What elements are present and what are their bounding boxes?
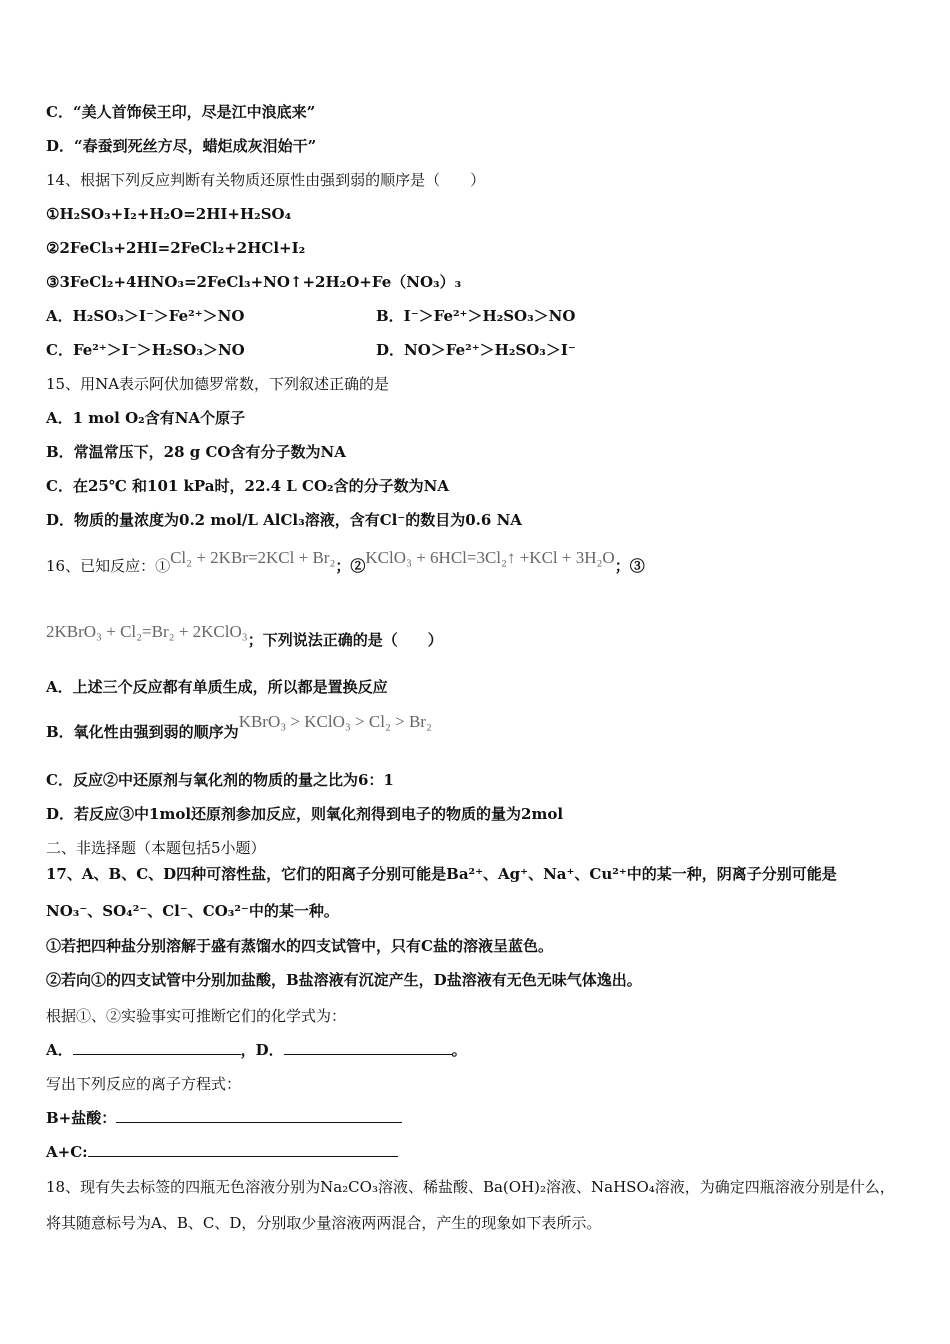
q17-fill-d-label: ，D． (240, 1041, 284, 1059)
q14-stem: 14、根据下列反应判断有关物质还原性由强到弱的顺序是（ ） (46, 171, 486, 189)
q16-option-a: A．上述三个反应都有单质生成，所以都是置换反应 (46, 678, 388, 696)
q17-condition-2: ②若向①的四支试管中分别加盐酸，B盐溶液有沉淀产生，D盐溶液有无色无味气体逸出。 (46, 971, 642, 989)
q14-option-c: C．Fe²⁺＞I⁻＞H₂SO₃＞NO (46, 341, 245, 359)
q14-option-b: B．I⁻＞Fe²⁺＞H₂SO₃＞NO (376, 307, 576, 325)
q16-option-b-equation: KBrO₃ > KClO₃ > Cl₂ > Br₂ (238, 712, 432, 731)
q16-sep-2: ；③ (614, 557, 645, 575)
q17-a-c-blank[interactable] (88, 1142, 398, 1157)
q16-stem-line2 (46, 622, 443, 650)
q14-reaction-2: ②2FeCl₃+2HI=2FeCl₂+2HCl+I₂ (46, 239, 306, 257)
q17-condition-1: ①若把四种盐分别溶解于盛有蒸馏水的四支试管中，只有C盐的溶液呈蓝色。 (46, 937, 553, 955)
q13-option-c: C．“美人首饰侯王印，尽是江中浪底来” (46, 103, 316, 121)
q16-sep-1: ；② (335, 557, 366, 575)
q16-equation-3: 2KBrO₃ + Cl₂=Br₂ + 2KClO₃ (46, 622, 248, 641)
q17-infer: 根据①、②实验事实可推断它们的化学式为： (46, 1007, 347, 1025)
q16-option-c: C．反应②中还原剂与氧化剂的物质的量之比为6：1 (46, 771, 394, 789)
q17-fill-a-label: A． (46, 1041, 73, 1059)
q17-answer-d-blank[interactable] (284, 1040, 452, 1055)
q14-option-d: D．NO＞Fe²⁺＞H₂SO₃＞I⁻ (376, 341, 576, 359)
q13-option-d: D．“春蚕到死丝方尽，蜡炬成灰泪始干” (46, 137, 317, 155)
q15-stem: 15、用NA表示阿伏加德罗常数，下列叙述正确的是 (46, 375, 390, 393)
q17-a-c-label: A+C: (46, 1143, 88, 1161)
q17-answer-a-blank[interactable] (73, 1040, 241, 1055)
q18-line2: 将其随意标号为A、B、C、D，分别取少量溶液两两混合，产生的现象如下表所示。 (46, 1214, 602, 1232)
q16-equation-2: KClO₃ + 6HCl=3Cl₂↑ +KCl + 3H₂O (365, 548, 615, 567)
q17-a-c-line (46, 1142, 398, 1162)
q15-option-a: A．1 mol O₂含有NA个原子 (46, 409, 246, 427)
q17-fill-line (46, 1040, 467, 1060)
q17-fill-end: 。 (451, 1041, 467, 1059)
q15-option-b: B．常温常压下，28 g CO含有分子数为NA (46, 443, 346, 461)
q17-stem-line1: 17、A、B、C、D四种可溶性盐，它们的阳离子分别可能是Ba²⁺、Ag⁺、Na⁺、Cu²⁺中的某一种，阴离子分别可能是 (46, 865, 837, 883)
q14-reaction-1: ①H₂SO₃+I₂+H₂O=2HI+H₂SO₄ (46, 205, 292, 223)
q16-option-b (46, 712, 432, 742)
q18-line1: 18、现有失去标签的四瓶无色溶液分别为Na₂CO₃溶液、稀盐酸、Ba(OH)₂溶液、NaHSO₄溶液，为确定四瓶溶液分别是什么， (46, 1178, 895, 1196)
q14-option-a: A．H₂SO₃＞I⁻＞Fe²⁺＞NO (46, 307, 245, 325)
q16-stem-line1 (46, 548, 645, 576)
q16-equation-1: Cl₂ + 2KBr=2KCl + Br₂ (170, 548, 336, 567)
q17-write-equations: 写出下列反应的离子方程式： (46, 1075, 242, 1093)
q14-reaction-3: ③3FeCl₂+4HNO₃=2FeCl₃+NO↑+2H₂O+Fe（NO₃）₃ (46, 273, 462, 291)
q16-stem-end: ；下列说法正确的是（ ） (247, 631, 443, 649)
q17-b-hcl-blank[interactable] (116, 1108, 402, 1123)
q15-option-d: D．物质的量浓度为0.2 mol/L AlCl₃溶液，含有Cl⁻的数目为0.6 NA (46, 511, 522, 529)
q17-stem-line2: NO₃⁻、SO₄²⁻、Cl⁻、CO₃²⁻中的某一种。 (46, 902, 339, 920)
section-2-heading: 二、非选择题（本题包括5小题） (46, 839, 266, 857)
q17-b-hcl-line (46, 1108, 402, 1128)
q16-prefix: 16、已知反应：① (46, 557, 171, 575)
q16-option-b-text: B．氧化性由强到弱的顺序为 (46, 723, 239, 741)
q15-option-c: C．在25℃ 和101 kPa时，22.4 L CO₂含的分子数为NA (46, 477, 449, 495)
q17-b-hcl-label: B+盐酸： (46, 1109, 117, 1127)
q16-option-d: D．若反应③中1mol还原剂参加反应，则氧化剂得到电子的物质的量为2mol (46, 805, 564, 823)
